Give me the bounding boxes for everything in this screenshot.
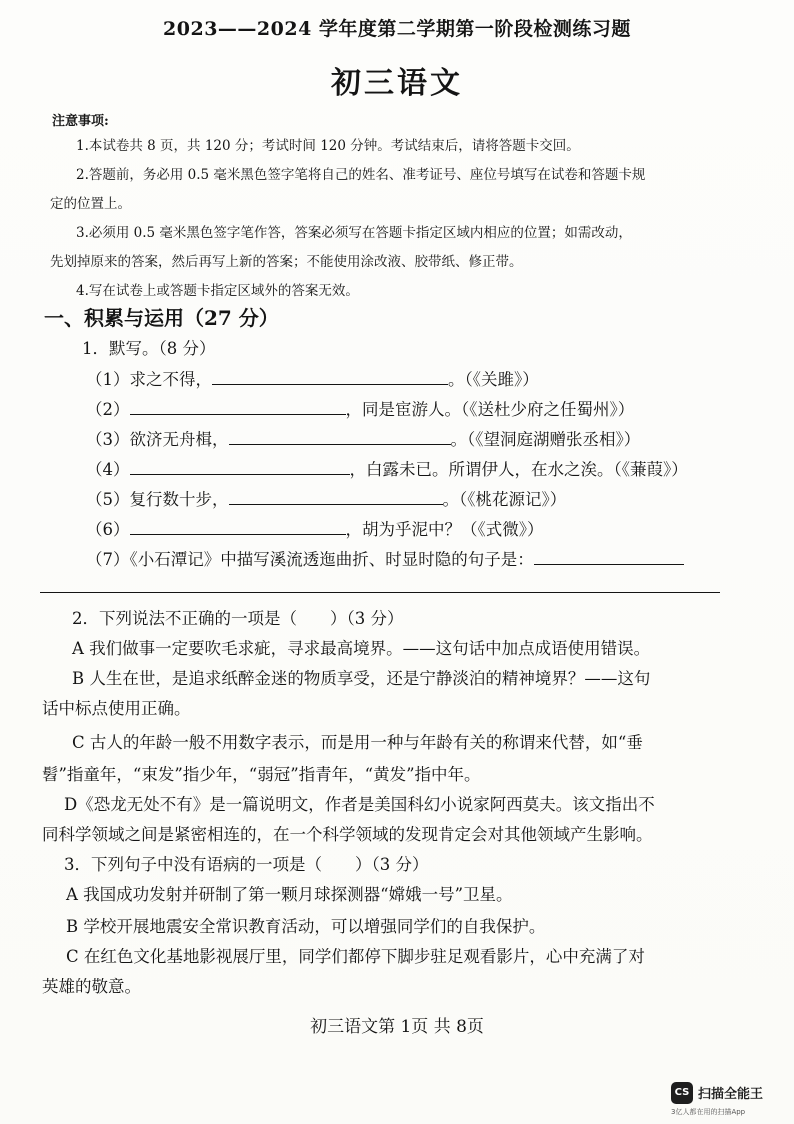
item-text-before: 求之不得， [129, 370, 212, 389]
q3-option-c-cont: 英雄的敬意。 [42, 977, 141, 996]
scanner-tagline: 3亿人都在用的扫描App [671, 1108, 746, 1116]
q2-option-d: D《恐龙无处不有》是一篇说明文，作者是美国科幻小说家阿西莫夫。该文指出不 [64, 795, 655, 814]
q2-option-b: B 人生在世，是追求纸醉金迷的物质享受，还是宁静淡泊的精神境界？——这句 [72, 669, 651, 688]
item-text-after: 。（《望洞庭湖赠张丞相》） [450, 430, 641, 449]
item-number: （7） [86, 550, 130, 569]
page-footer: 初三语文第 1页 共 8页 [310, 1017, 484, 1037]
item-number: （6） [86, 520, 130, 539]
item-text-after: 。（《桃花源记》） [442, 490, 567, 509]
q3-option-b: B 学校开展地震安全常识教育活动，可以增强同学们的自我保护。 [66, 917, 546, 936]
dictation-item-3 [86, 426, 640, 453]
note-item-4: 4.写在试卷上或答题卡指定区域外的答案无效。 [76, 283, 359, 299]
scanner-watermark [671, 1080, 786, 1120]
answer-blank [534, 546, 684, 565]
notes-label: 注意事项: [52, 114, 109, 129]
answer-blank [229, 426, 451, 445]
dictation-item-6 [86, 516, 544, 543]
dictation-item-7 [86, 546, 684, 573]
answer-blank [40, 574, 720, 593]
q3-option-c: C 在红色文化基地影视展厅里，同学们都停下脚步驻足观看影片，心中充满了对 [66, 947, 645, 966]
question-1-stem: 1．默写。（8 分） [82, 339, 216, 358]
item-number: （4） [86, 460, 130, 479]
note-item-2-cont: 定的位置上。 [50, 196, 131, 212]
item-text-before: 欲济无舟楫， [129, 430, 229, 449]
answer-blank [130, 396, 346, 415]
answer-blank [212, 366, 448, 385]
q3-option-a: A 我国成功发射并研制了第一颗月球探测器“嫦娥一号”卫星。 [66, 885, 513, 904]
answer-blank [130, 516, 346, 535]
item-number: （5） [86, 490, 130, 509]
dictation-item-4 [86, 456, 688, 483]
q2-option-c-cont: 髫”指童年，“束发”指少年，“弱冠”指青年，“黄发”指中年。 [42, 765, 481, 784]
section-heading: 一、积累与运用（27 分） [44, 306, 279, 330]
dictation-item-2 [86, 396, 634, 423]
scanner-app-name: 扫描全能王 [698, 1087, 764, 1102]
dictation-item-1 [86, 366, 539, 393]
item-number: （1） [86, 370, 130, 389]
dictation-item-7-cont [40, 574, 720, 601]
item-number: （3） [86, 430, 130, 449]
item-number: （2） [86, 400, 130, 419]
q2-option-c: C 古人的年龄一般不用数字表示，而是用一种与年龄有关的称谓来代替，如“垂 [72, 733, 643, 752]
answer-blank [229, 486, 443, 505]
question-2-stem: 2．下列说法不正确的一项是（ ）（3 分） [72, 609, 404, 628]
item-text-before: 《小石潭记》中描写溪流透迤曲折、时显时隐的句子是： [129, 550, 534, 569]
exam-title: 2023——2024 学年度第二学期第一阶段检测练习题 [163, 18, 631, 40]
q2-option-b-cont: 话中标点使用正确。 [42, 699, 191, 718]
note-item-1: 1.本试卷共 8 页，共 120 分；考试时间 120 分钟。考试结束后，请将答题卡交回。 [76, 138, 580, 154]
q2-option-a: A 我们做事一定要吹毛求疵，寻求最高境界。——这句话中加点成语使用错误。 [72, 639, 651, 658]
note-item-3: 3.必须用 0.5 毫米黑色签字笔作答，答案必须写在答题卡指定区域内相应的位置；如需改动， [76, 225, 632, 241]
camscanner-logo-icon: CS [671, 1082, 693, 1104]
dictation-item-5 [86, 486, 566, 513]
item-text-after: ，白露未已。所谓伊人，在水之涘。（《蒹葭》） [349, 460, 688, 479]
note-item-2: 2.答题前，务必用 0.5 毫米黑色签字笔将自己的姓名、准考证号、座位号填写在试卷和答题卡规 [76, 167, 646, 183]
q2-option-d-cont: 同科学领域之间是紧密相连的，在一个科学领域的发现肯定会对其他领域产生影响。 [42, 825, 653, 844]
note-item-3-cont: 先划掉原来的答案，然后再写上新的答案；不能使用涂改液、胶带纸、修正带。 [50, 254, 523, 270]
question-3-stem: 3．下列句子中没有语病的一项是（ ）（3 分） [64, 855, 429, 874]
answer-blank [130, 456, 350, 475]
item-text-after: ，胡为乎泥中？（《式微》） [345, 520, 544, 539]
subject-title: 初三语文 [331, 66, 463, 101]
item-text-after: 。（《关雎》） [448, 370, 539, 389]
item-text-after: ，同是宦游人。（《送杜少府之任蜀州》） [345, 400, 635, 419]
item-text-before: 复行数十步， [129, 490, 229, 509]
